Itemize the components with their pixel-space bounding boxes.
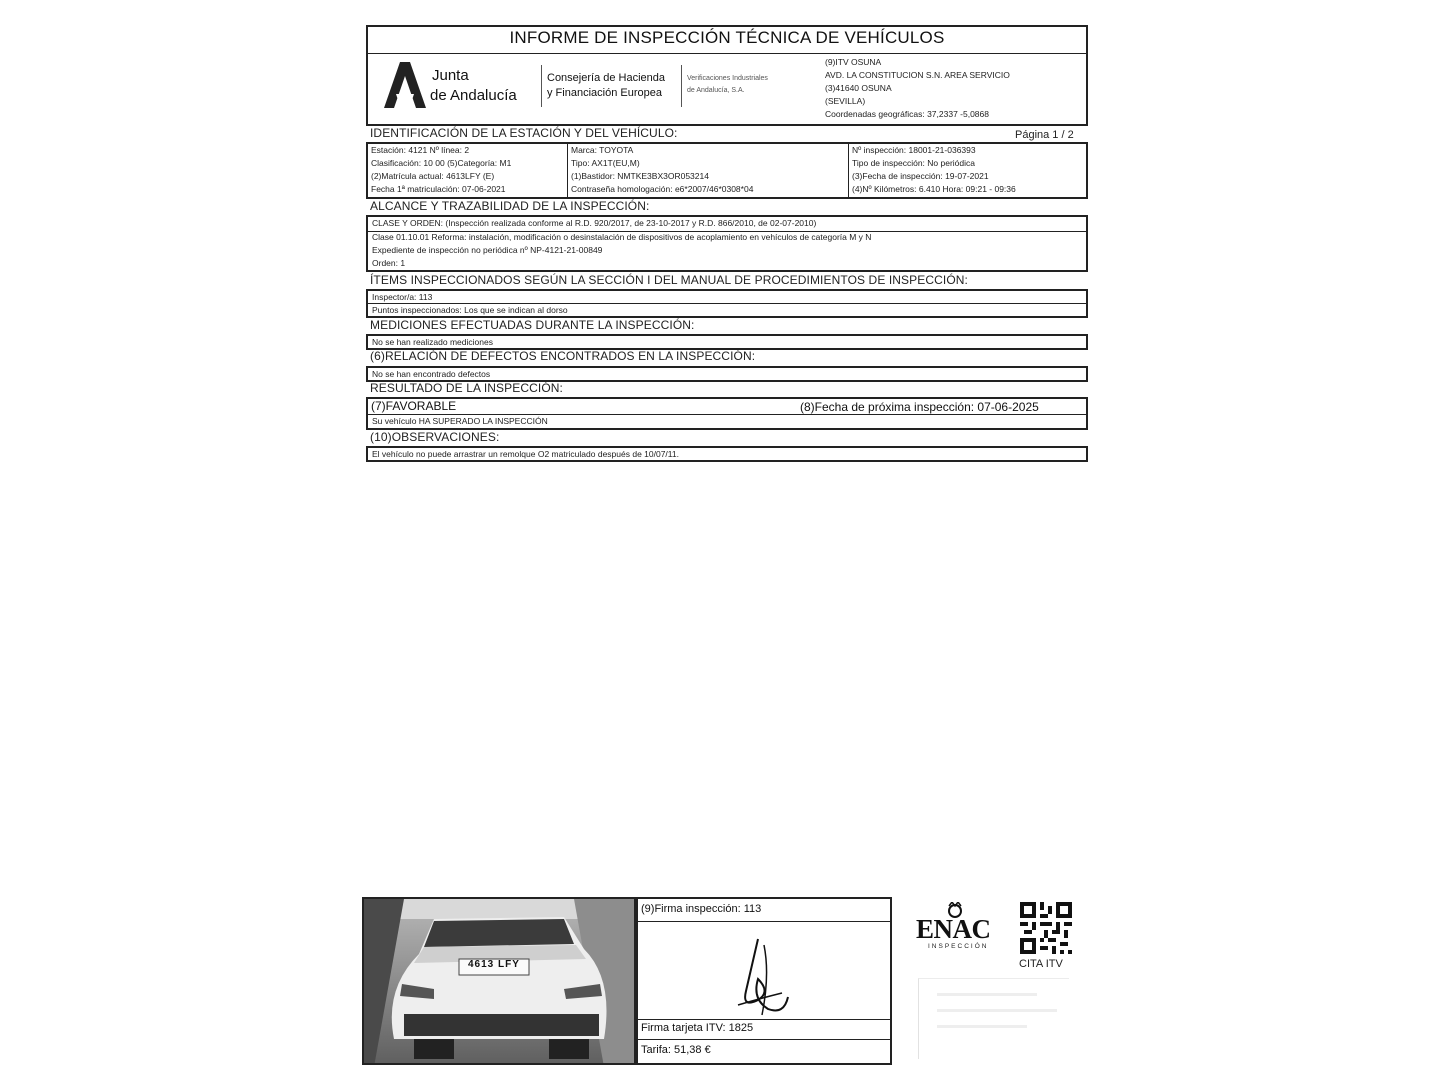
identificacion-box bbox=[366, 142, 1088, 199]
orden-text: Orden: 1 bbox=[372, 258, 406, 268]
page-number: Página 1 / 2 bbox=[1015, 129, 1074, 141]
alcance-box bbox=[366, 215, 1088, 272]
mediciones-box bbox=[366, 334, 1088, 350]
license-plate: 4613 LFY bbox=[468, 959, 520, 970]
junta-logo-text-1: Junta bbox=[432, 67, 469, 84]
clase-orden-text: CLASE Y ORDEN: (Inspección realizada conforme al R.D. 920/2017, de 23-10-2017 y R.D. 866/2010, de 02-07-2010) bbox=[372, 218, 817, 228]
station-name: (9)ITV OSUNA bbox=[825, 57, 882, 67]
vehicle-col-1 bbox=[371, 144, 511, 196]
station-postal: (3)41640 OSUNA bbox=[825, 83, 892, 93]
qr-code-icon[interactable] bbox=[1020, 902, 1072, 954]
result-status: (7)FAVORABLE bbox=[371, 399, 457, 413]
car-photo-graphic bbox=[364, 899, 636, 1065]
items-box bbox=[366, 289, 1088, 318]
header-box bbox=[366, 25, 1088, 126]
clase-reforma-text: Clase 01.10.01 Reforma: instalación, modificación o desinstalación de dispositivos de acoplamiento en vehículos de categoría M y N bbox=[372, 232, 872, 242]
type-field: Tipo: AX1T(EU,M) bbox=[571, 158, 640, 168]
logo-divider-2 bbox=[681, 65, 682, 107]
inspection-date-field: (3)Fecha de inspección: 19-07-2021 bbox=[852, 171, 989, 181]
faint-stamp-area bbox=[918, 978, 1069, 1059]
junta-andalucia-logo bbox=[382, 60, 428, 110]
station-street: AVD. LA CONSTITUCION S.N. AREA SERVICIO bbox=[825, 70, 1010, 80]
resultado-text: Su vehículo HA SUPERADO LA INSPECCIÓN bbox=[372, 416, 548, 426]
resultado-heading: RESULTADO DE LA INSPECCIÓN: bbox=[370, 381, 563, 395]
inspector-text: Inspector/a: 113 bbox=[372, 292, 433, 302]
firma-tarjeta-label: Firma tarjeta ITV: 1825 bbox=[641, 1022, 754, 1034]
inspection-number-field: Nº inspección: 18001-21-036393 bbox=[852, 145, 976, 155]
report-title: INFORME DE INSPECCIÓN TÉCNICA DE VEHÍCULOS bbox=[509, 28, 945, 47]
first-registration-field: Fecha 1ª matriculación: 07-06-2021 bbox=[371, 184, 506, 194]
junta-logo-text-2: de Andalucía bbox=[430, 87, 517, 104]
enac-logo-text: ENAC bbox=[916, 914, 991, 944]
homologation-field: Contraseña homologación: e6*2007/46*0308*04 bbox=[571, 184, 754, 194]
plate-field: (2)Matrícula actual: 4613LFY (E) bbox=[371, 171, 495, 181]
observaciones-text: El vehículo no puede arrastrar un remolque O2 matriculado después de 10/07/11. bbox=[372, 449, 679, 459]
defectos-box bbox=[366, 366, 1088, 382]
mediciones-heading: MEDICIONES EFECTUADAS DURANTE LA INSPECCIÓN: bbox=[370, 318, 695, 332]
logo-divider bbox=[541, 65, 542, 107]
identificacion-heading: IDENTIFICACIÓN DE LA ESTACIÓN Y DEL VEHÍCULO: bbox=[370, 126, 678, 140]
puntos-text: Puntos inspeccionados: Los que se indican al dorso bbox=[372, 305, 568, 315]
station-line-field: Estación: 4121 Nº línea: 2 bbox=[371, 145, 470, 155]
next-inspection-date: (8)Fecha de próxima inspección: 07-06-2025 bbox=[800, 400, 1039, 414]
vehicle-col-3 bbox=[852, 144, 1016, 196]
items-heading: ÍTEMS INSPECCIONADOS SEGÚN LA SECCIÓN I DEL MANUAL DE PROCEDIMIENTOS DE INSPECCIÓN: bbox=[370, 273, 968, 287]
vin-field: (1)Bastidor: NMTKE3BX3OR053214 bbox=[571, 171, 709, 181]
classification-field: Clasificación: 10 00 (5)Categoría: M1 bbox=[371, 158, 512, 168]
veiasa-text-2: de Andalucía, S.A. bbox=[687, 87, 745, 94]
signature-box bbox=[636, 897, 892, 1065]
cita-itv-label: CITA ITV bbox=[1019, 958, 1063, 970]
defectos-text: No se han encontrado defectos bbox=[372, 369, 491, 379]
brand-field: Marca: TOYOTA bbox=[571, 145, 634, 155]
resultado-box bbox=[366, 397, 1088, 430]
firma-inspeccion-label: (9)Firma inspección: 113 bbox=[641, 903, 762, 915]
station-coordinates: Coordenadas geográficas: 37,2337 -5,0868 bbox=[825, 109, 989, 119]
observaciones-heading: (10)OBSERVACIONES: bbox=[370, 430, 500, 444]
station-province: (SEVILLA) bbox=[825, 96, 866, 106]
consejeria-text-1: Consejería de Hacienda bbox=[547, 72, 666, 84]
inspection-type-field: Tipo de inspección: No periódica bbox=[852, 158, 976, 168]
expediente-text: Expediente de inspección no periódica nº NP-4121-21-00849 bbox=[372, 245, 603, 255]
km-time-field: (4)Nº Kilómetros: 6.410 Hora: 09:21 - 09:36 bbox=[852, 184, 1016, 194]
enac-subtext: INSPECCIÓN bbox=[928, 943, 989, 950]
consejeria-text-2: y Financiación Europea bbox=[547, 87, 662, 99]
veiasa-text-1: Verificaciones Industriales bbox=[687, 75, 768, 82]
tarifa-label: Tarifa: 51,38 € bbox=[641, 1044, 711, 1056]
observaciones-box bbox=[366, 446, 1088, 462]
signature-mark bbox=[728, 935, 808, 1021]
defectos-heading: (6)RELACIÓN DE DEFECTOS ENCONTRADOS EN LA INSPECCIÓN: bbox=[370, 349, 756, 363]
mediciones-text: No se han realizado mediciones bbox=[372, 337, 493, 347]
vehicle-col-2 bbox=[571, 144, 753, 196]
vehicle-photo bbox=[362, 897, 636, 1065]
alcance-heading: ALCANCE Y TRAZABILIDAD DE LA INSPECCIÓN: bbox=[370, 199, 650, 213]
station-address bbox=[825, 56, 1010, 121]
